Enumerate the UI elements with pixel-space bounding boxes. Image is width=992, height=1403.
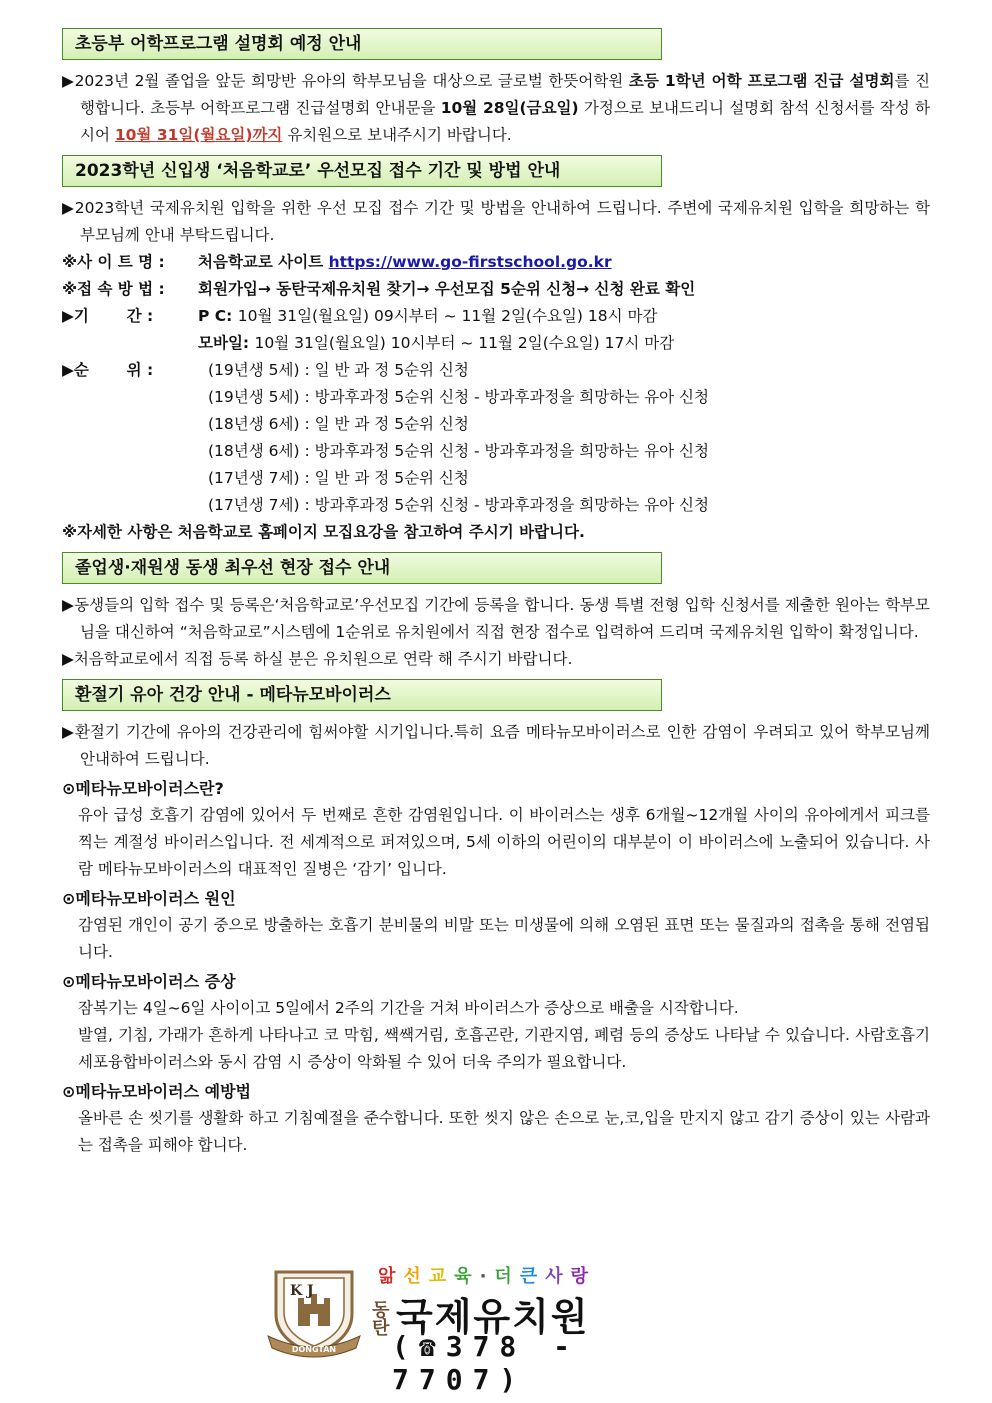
text-span: 가정으로 보내드리니 설명회 참석 신청서를 작성 하시어	[80, 99, 930, 144]
motto-char: 더	[494, 1266, 520, 1287]
siblings-paragraph-2: ▶처음학교로에서 직접 등록 하실 분은 유치원으로 연락 해 주시기 바랍니다.	[62, 650, 573, 668]
motto-char: 육	[454, 1266, 480, 1287]
rank-item: (18년생 6세) : 일 반 과 정 5순위 신청	[208, 415, 469, 433]
health-intro: ▶환절기 기간에 유아의 건강관리에 힘써야할 시기입니다.특히 요즘 메타뉴모바이러스로 인한 감염이 우려되고 있어 학부모님께 안내하여 드립니다.	[62, 723, 930, 768]
site-row	[62, 249, 930, 276]
rank-item: (17년생 7세) : 방과후과정 5순위 신청 - 방과후과정을 희망하는 유아 신청	[208, 496, 709, 514]
method-label: ※접 속 방 법 :	[62, 280, 171, 298]
health-subtitle-cause: ⊙메타뉴모바이러스 원인	[62, 889, 236, 908]
section-title-siblings: 졸업생·재원생 동생 최우선 현장 접수 안내	[62, 552, 662, 584]
section-title-admission: 2023학년 신입생 ‘처음학교로’ 우선모집 접수 기간 및 방법 안내	[62, 155, 662, 187]
motto-char: 큰	[519, 1266, 546, 1287]
period-row-mobile	[62, 330, 930, 357]
logo-ribbon-text: DONGTAN	[291, 1345, 337, 1354]
name-main: 국제유치원	[396, 1295, 590, 1339]
rank-label: ▶순 위 :	[62, 361, 159, 379]
bold-text: 초등 1학년 어학 프로그램 진급 설명회	[628, 72, 895, 90]
method-value: 회원가입→ 동탄국제유치원 찾기→ 우선모집 5순위 신청→ 신청 완료 확인	[198, 280, 696, 298]
document-page	[62, 24, 930, 1159]
period-row-pc	[62, 303, 930, 330]
language-program-paragraph	[62, 68, 930, 149]
name-prefix-2: 탄	[372, 1317, 392, 1339]
logo-letters: K J	[290, 1283, 314, 1299]
bold-date: 10월 28일(금요일)	[440, 99, 579, 117]
rank-item: (19년생 5세) : 방과후과정 5순위 신청 - 방과후과정을 희망하는 유아 신청	[208, 388, 709, 406]
phone-number: (☎378 - 7707)	[392, 1330, 581, 1396]
text-span: ▶2023년 2월 졸업을 앞둔 희망반 유아의 학부모님을 대상으로 글로벌 한뜻어학원	[62, 72, 629, 90]
health-subtitle-prevention: ⊙메타뉴모바이러스 예방법	[62, 1082, 251, 1101]
admission-note: ※자세한 사항은 처음학교로 홈페이지 모집요강을 참고하여 주시기 바랍니다.	[62, 523, 585, 541]
health-subtitle-symptoms: ⊙메타뉴모바이러스 증상	[62, 972, 236, 991]
kindergarten-footer	[262, 1258, 702, 1396]
section-title-language-program: 초등부 어학프로그램 설명회 예정 안내	[62, 28, 662, 60]
method-row	[62, 276, 930, 303]
motto-char: 랑	[570, 1266, 596, 1287]
period-label: ▶기 간 :	[62, 307, 159, 325]
site-label: ※사 이 트 명 :	[62, 253, 171, 271]
health-text-cause: 감염된 개인이 공기 중으로 방출하는 호흡기 분비물의 비말 또는 미생물에 의해 오염된 표면 또는 물질과의 접촉을 통해 전염됩니다.	[78, 916, 930, 961]
health-text-prevention: 올바른 손 씻기를 생활화 하고 기침예절을 준수합니다. 또한 씻지 않은 손으로 눈,코,입을 만지지 않고 감기 증상이 있는 사람과는 접촉을 피해야 합니다.	[78, 1109, 930, 1154]
motto	[378, 1262, 596, 1288]
motto-char: 선	[403, 1266, 429, 1287]
rank-item: (17년생 7세) : 일 반 과 정 5순위 신청	[208, 469, 469, 487]
motto-char: 앎	[378, 1266, 404, 1287]
rank-item: (19년생 5세) : 일 반 과 정 5순위 신청	[208, 361, 469, 379]
siblings-paragraph-1: ▶동생들의 입학 접수 및 등록은‘처음학교로’우선모집 기간에 등록을 합니다. 동생 특별 전형 입학 신청서를 제출한 원아는 학부모님을 대신하여 “처음학교로”시스템에 1순위로 유치원에서 직접 현장 접수로 입력하여 드리며 국제유치원 입학이 확정입니다.	[62, 596, 930, 641]
text-span: 를 진행합니다. 초등부 어학프로그램 진급설명회 안내문을	[80, 72, 930, 117]
health-subtitle-what: ⊙메타뉴모바이러스란?	[62, 779, 224, 798]
health-text-symptoms-2: 발열, 기침, 가래가 흔하게 나타나고 코 막힘, 쌕쌕거림, 호흡곤란, 기관지염, 폐렴 등의 증상도 나타날 수 있습니다. 사람호흡기세포융합바이러스와 동시 감염 시 증상이 악화될 수 있어 더욱 주의가 필요합니다.	[78, 1026, 930, 1071]
mobile-label: 모바일:	[198, 334, 255, 352]
kindergarten-emblem-icon	[262, 1262, 366, 1362]
admission-intro: ▶2023학년 국제유치원 입학을 위한 우선 모집 접수 기간 및 방법을 안내하여 드립니다. 주변에 국제유치원 입학을 희망하는 학부모님께 안내 부탁드립니다.	[62, 199, 930, 244]
rank-row	[62, 357, 930, 519]
motto-char: ·	[479, 1266, 495, 1287]
pc-label: P C:	[198, 307, 238, 325]
pc-value: 10월 31일(월요일) 09시부터 ~ 11월 2일(수요일) 18시 마감	[237, 307, 658, 325]
rank-item: (18년생 6세) : 방과후과정 5순위 신청 - 방과후과정을 희망하는 유아 신청	[208, 442, 709, 460]
site-link[interactable]: https://www.go-firstschool.go.kr	[328, 253, 612, 271]
name-prefix-1: 동	[372, 1299, 392, 1321]
mobile-value: 10월 31일(월요일) 10시부터 ~ 11월 2일(수요일) 17시 마감	[254, 334, 675, 352]
motto-char: 사	[545, 1266, 571, 1287]
health-text-symptoms-1: 잠복기는 4일~6일 사이이고 5일에서 2주의 기간을 거쳐 바이러스가 증상으로 배출을 시작합니다.	[78, 999, 739, 1017]
health-text-what: 유아 급성 호흡기 감염에 있어서 두 번째로 흔한 감염원입니다. 이 바이러스는 생후 6개월~12개월 사이의 유아에게서 피크를 찍는 계절성 바이러스입니다. 전 세계적으로 퍼져있으며, 5세 이하의 어린이의 대부분이 이 바이러스에 노출되어 있습니다. 사람 메타뉴모바이러스의 대표적인 질병은 ‘감기’ 입니다.	[78, 806, 930, 878]
section-title-health: 환절기 유아 건강 안내 - 메타뉴모바이러스	[62, 679, 662, 711]
motto-char: 교	[428, 1266, 455, 1287]
text-span: 유치원으로 보내주시기 바랍니다.	[282, 126, 512, 144]
site-value	[198, 249, 930, 276]
deadline-highlight: 10월 31일(월요일)까지	[114, 126, 283, 144]
site-name: 처음학교로 사이트	[198, 253, 329, 271]
